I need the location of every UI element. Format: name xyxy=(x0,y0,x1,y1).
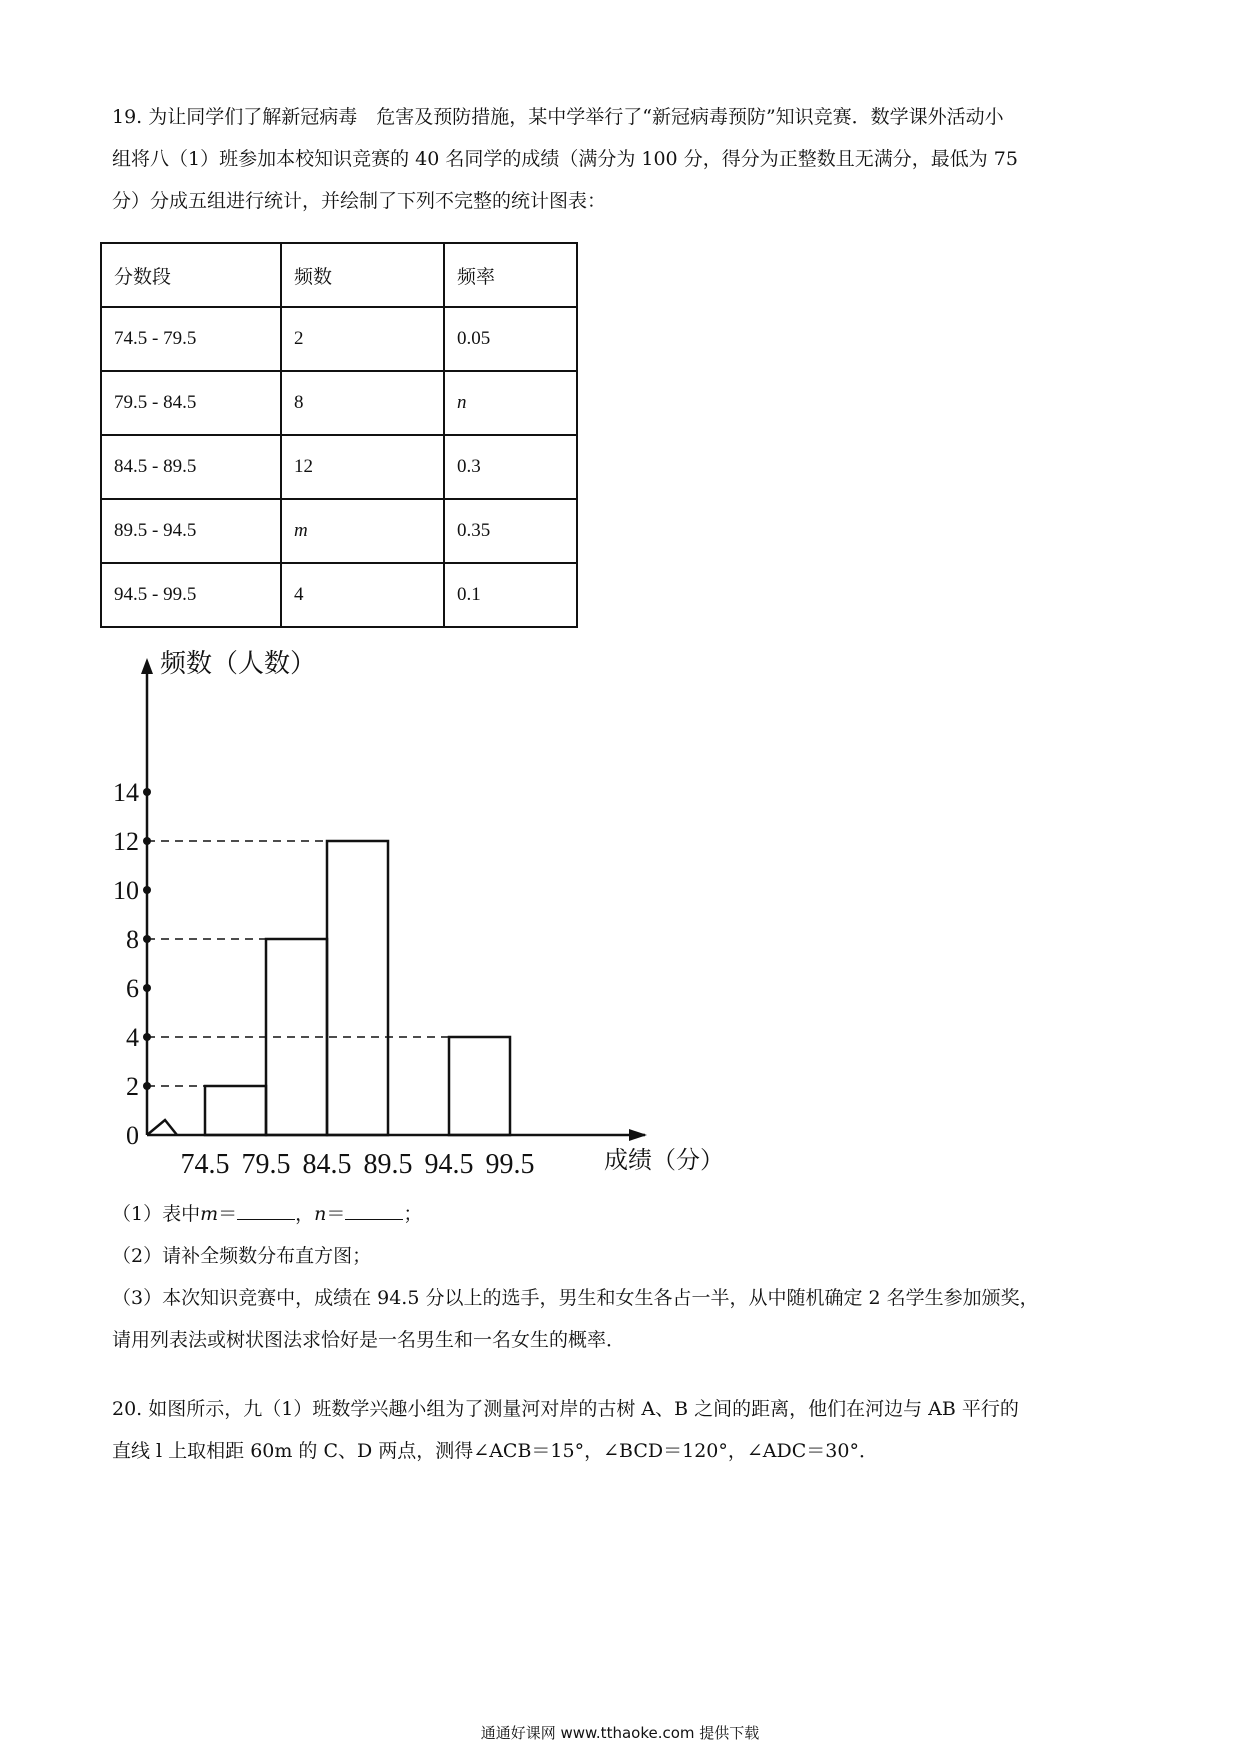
header-frequency-rate: 频率 xyxy=(444,243,577,307)
x-axis-arrow xyxy=(629,1129,647,1141)
cell-range: 74.5 - 79.5 xyxy=(101,307,281,371)
cell-rate: 0.35 xyxy=(444,499,577,563)
histogram-bar xyxy=(327,841,388,1135)
q1-comma: ， xyxy=(295,1203,315,1225)
table-row xyxy=(101,307,577,371)
table-row xyxy=(101,371,577,435)
y-axis-label: 频数（人数） xyxy=(160,649,317,679)
cell-count: 4 xyxy=(281,563,444,627)
table-row xyxy=(101,435,577,499)
header-score-range: 分数段 xyxy=(101,243,281,307)
y-tick-dot xyxy=(143,935,151,943)
page-footer: 通通好课网 www.tthaoke.com 提供下载 xyxy=(480,1724,760,1742)
q20-line-2: 直线 l 上取相距 60m 的 C、D 两点，测得∠ACB＝15°，∠BCD＝120°，∠ADC＝30°． xyxy=(112,1440,878,1462)
y-tick-dot xyxy=(143,886,151,894)
subquestion-3-line-2: 请用列表法或树状图法求恰好是一名男生和一名女生的概率． xyxy=(112,1329,626,1351)
y-tick-dot xyxy=(143,788,151,796)
histogram-bar xyxy=(449,1037,510,1135)
cell-rate: n xyxy=(444,371,577,435)
header-frequency-count: 频数 xyxy=(281,243,444,307)
x-tick-label: 79.5 xyxy=(241,1149,291,1180)
y-tick-dot xyxy=(143,1082,151,1090)
y-tick-dot xyxy=(143,837,151,845)
y-tick-label: 10 xyxy=(113,876,139,905)
question-19-intro xyxy=(112,96,1132,222)
cell-range: 89.5 - 94.5 xyxy=(101,499,281,563)
question-20 xyxy=(112,1388,1132,1472)
y-tick-label: 14 xyxy=(113,778,139,807)
cell-range: 94.5 - 99.5 xyxy=(101,563,281,627)
cell-rate: 0.3 xyxy=(444,435,577,499)
q1-prefix: （1）表中 xyxy=(112,1203,201,1225)
x-tick-label: 84.5 xyxy=(302,1149,352,1180)
q19-line-3: 分）分成五组进行统计，并绘制了下列不完整的统计图表： xyxy=(112,190,607,212)
subquestion-2: （2）请补全频数分布直方图； xyxy=(112,1245,372,1267)
table-row xyxy=(101,499,577,563)
cell-rate: 0.1 xyxy=(444,563,577,627)
y-tick-dot xyxy=(143,1033,151,1041)
subquestion-1 xyxy=(112,1193,1132,1235)
y-tick-label: 12 xyxy=(113,827,139,856)
answer-blank-n[interactable] xyxy=(345,1199,403,1220)
question-19-subquestions xyxy=(112,1193,1132,1361)
x-tick-labels xyxy=(181,1149,535,1180)
answer-blank-m[interactable] xyxy=(237,1199,295,1220)
x-tick-label: 74.5 xyxy=(180,1149,230,1180)
frequency-table xyxy=(100,242,578,628)
dashed-reference-lines xyxy=(147,841,449,1086)
q1-var-m: m xyxy=(200,1203,219,1225)
y-tick-label: 4 xyxy=(126,1023,139,1052)
cell-count: m xyxy=(281,499,444,563)
table-row xyxy=(101,563,577,627)
x-tick-label: 89.5 xyxy=(363,1149,413,1180)
histogram-bars xyxy=(205,841,510,1135)
table-header-row xyxy=(101,243,577,307)
axis-break-mark xyxy=(147,1120,177,1135)
frequency-histogram xyxy=(0,640,760,1200)
y-tick-label: 6 xyxy=(126,974,139,1003)
y-tick-label: 8 xyxy=(126,925,139,954)
subquestion-3-line-1: （3）本次知识竞赛中，成绩在 94.5 分以上的选手，男生和女生各占一半，从中随机确定 2 名学生参加颁奖， xyxy=(112,1287,1039,1309)
q19-line-1: 19. 为让同学们了解新冠病毒 危害及预防措施，某中学举行了“新冠病毒预防”知识竞赛．数学课外活动小 xyxy=(112,106,1004,128)
q1-eq-1: ＝ xyxy=(218,1203,238,1225)
cell-count: 2 xyxy=(281,307,444,371)
histogram-bar xyxy=(205,1086,266,1135)
q19-line-2: 组将八（1）班参加本校知识竞赛的 40 名同学的成绩（满分为 100 分，得分为正整数且无满分，最低为 75 xyxy=(112,148,1018,170)
x-tick-label: 99.5 xyxy=(485,1149,535,1180)
q1-var-n: n xyxy=(314,1203,327,1225)
y-tick-label: 2 xyxy=(126,1072,139,1101)
chart-axes xyxy=(141,658,647,1141)
y-tick-labels xyxy=(113,778,151,1150)
y-tick-dot xyxy=(143,984,151,992)
q1-eq-2: ＝ xyxy=(326,1203,346,1225)
y-axis-arrow xyxy=(141,658,153,674)
cell-range: 84.5 - 89.5 xyxy=(101,435,281,499)
q1-end: ； xyxy=(403,1203,423,1225)
y-tick-label: 0 xyxy=(126,1121,139,1150)
cell-range: 79.5 - 84.5 xyxy=(101,371,281,435)
x-axis-label: 成绩（分） xyxy=(604,1146,724,1174)
cell-count: 8 xyxy=(281,371,444,435)
cell-count: 12 xyxy=(281,435,444,499)
cell-rate: 0.05 xyxy=(444,307,577,371)
x-tick-label: 94.5 xyxy=(424,1149,474,1180)
q20-line-1: 20. 如图所示，九（1）班数学兴趣小组为了测量河对岸的古树 A、B 之间的距离，他们在河边与 AB 平行的 xyxy=(112,1398,1019,1420)
